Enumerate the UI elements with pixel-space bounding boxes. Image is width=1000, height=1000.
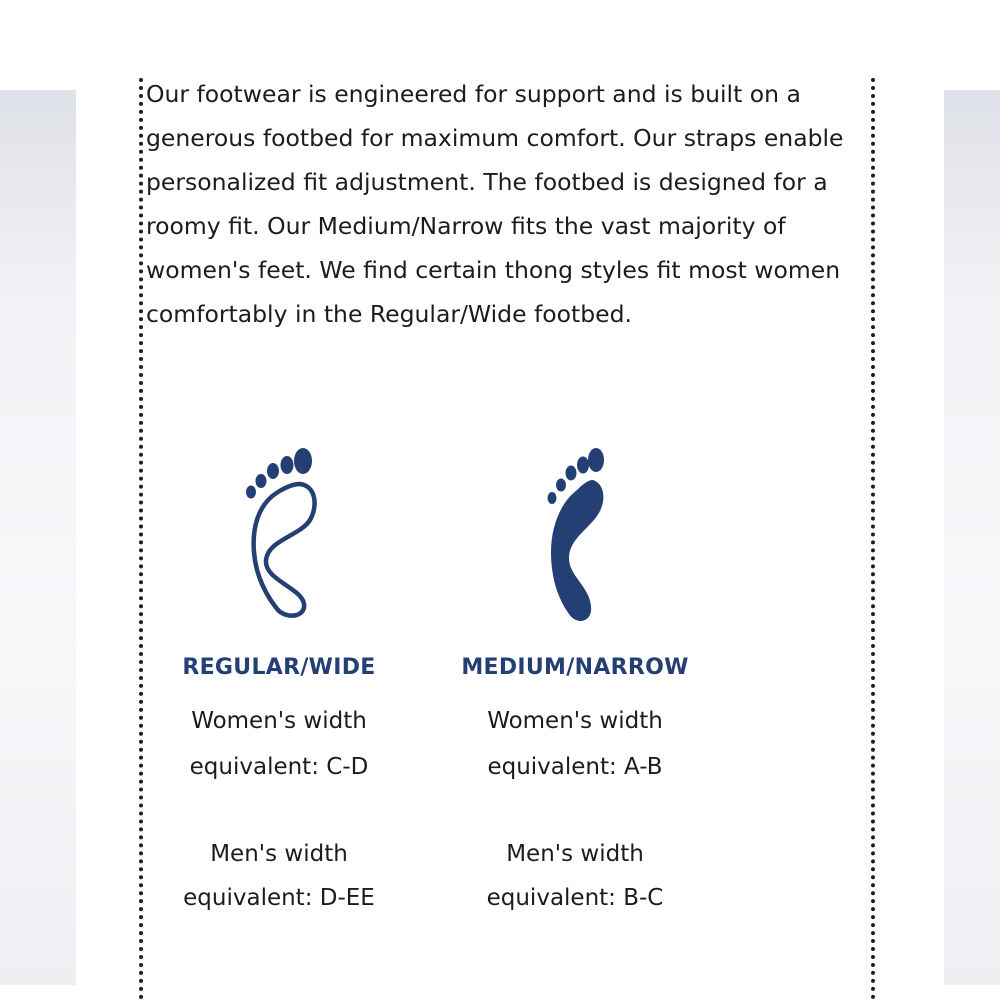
medium-narrow-women-value: equivalent: A-B	[487, 754, 663, 780]
regular-wide-men-value: equivalent: D-EE	[183, 885, 375, 911]
regular-wide-men-label: Men's width	[210, 841, 348, 867]
medium-narrow-heading: MEDIUM/NARROW	[461, 655, 689, 680]
intro-paragraph: Our footwear is engineered for support and is built on a generous footbed for maximum comfort. Our straps enable personalized fit adjustment. The footbed is designed for a roomy fit. Our Medium/Narrow fits the vast majority of women's feet. We find certain thong styles fit most women comfortably in the Regular/Wide footbed.	[146, 80, 844, 328]
medium-narrow-men-value: equivalent: B-C	[486, 885, 664, 911]
right-side-panel	[944, 90, 1000, 985]
narrow-footprint-icon	[543, 440, 609, 625]
medium-narrow-women-label: Women's width	[487, 708, 663, 734]
regular-wide-women-label: Women's width	[191, 708, 367, 734]
medium-narrow-men-label: Men's width	[506, 841, 644, 867]
regular-wide-women-value: equivalent: C-D	[189, 754, 369, 780]
regular-wide-heading: REGULAR/WIDE	[182, 655, 376, 680]
left-side-panel	[0, 90, 76, 985]
wide-footprint-icon	[240, 440, 320, 620]
